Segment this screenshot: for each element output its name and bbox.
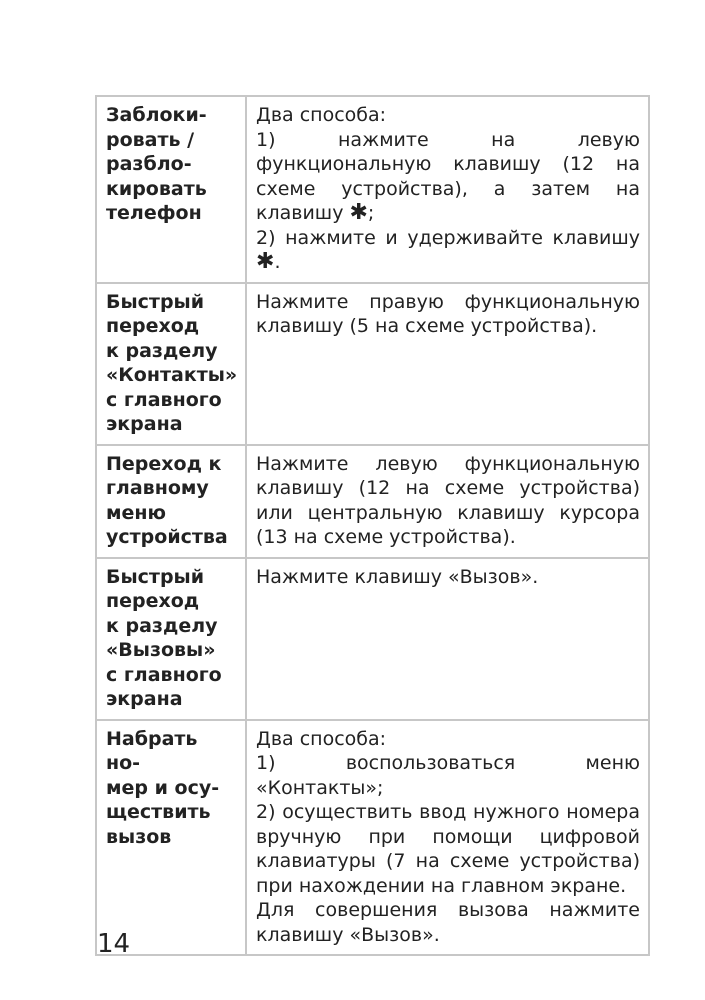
action-cell xyxy=(96,720,246,956)
action-cell xyxy=(96,283,246,445)
description-line: 2) нажмите и удерживайте клавишу ✱. xyxy=(256,226,640,274)
instructions-table xyxy=(95,95,650,956)
action-label: Быстрый переход к разделу «Вызовы» с главного экрана xyxy=(106,565,222,710)
description-line: Для совершения вызова нажмите клавишу «Вызов». xyxy=(256,899,640,946)
instructions-table-body xyxy=(96,96,649,955)
description-line: Два способа: xyxy=(256,104,387,126)
description-cell xyxy=(246,445,649,558)
table-row xyxy=(96,720,649,956)
table-row xyxy=(96,445,649,558)
action-label: Быстрый переход к разделу «Контакты» с главного экрана xyxy=(106,290,238,435)
description-line: Нажмите клавишу «Вызов». xyxy=(256,565,539,588)
description-line: 2) осуществить ввод нужного номера вручную при помощи цифровой клавиатуры (7 на схеме устройства) при нахождении на главном экране. xyxy=(256,801,640,897)
asterisk-key-icon: ✱ xyxy=(349,200,368,225)
table-row xyxy=(96,96,649,283)
description-line: 1) нажмите на левую функциональную клавишу (12 на схеме устройства), а затем на клавишу ✱; xyxy=(256,128,640,225)
action-label: Заблоки- ровать / разбло- кировать телефон xyxy=(106,104,207,224)
asterisk-key-icon: ✱ xyxy=(256,249,275,274)
action-cell xyxy=(96,96,246,283)
action-label: Набрать но- мер и осу- ществить вызов xyxy=(106,727,220,848)
table-row xyxy=(96,558,649,720)
description-line: Нажмите правую функциональную клавишу (5 на схеме устройства). xyxy=(256,290,640,337)
table-row xyxy=(96,283,649,445)
description-cell xyxy=(246,283,649,445)
page-number: 14 xyxy=(97,929,131,959)
description-line: Нажмите левую функциональную клавишу (12 на схеме устройства) или центральную клавишу курсора (13 на схеме устройства). xyxy=(256,452,640,548)
description-line: Два способа: xyxy=(256,727,387,750)
description-cell xyxy=(246,720,649,956)
action-label: Переход к главному меню устройства xyxy=(106,452,228,548)
action-cell xyxy=(96,558,246,720)
description-line: 1) воспользоваться меню «Контакты»; xyxy=(256,752,640,799)
description-cell xyxy=(246,96,649,283)
action-cell xyxy=(96,445,246,558)
description-cell xyxy=(246,558,649,720)
